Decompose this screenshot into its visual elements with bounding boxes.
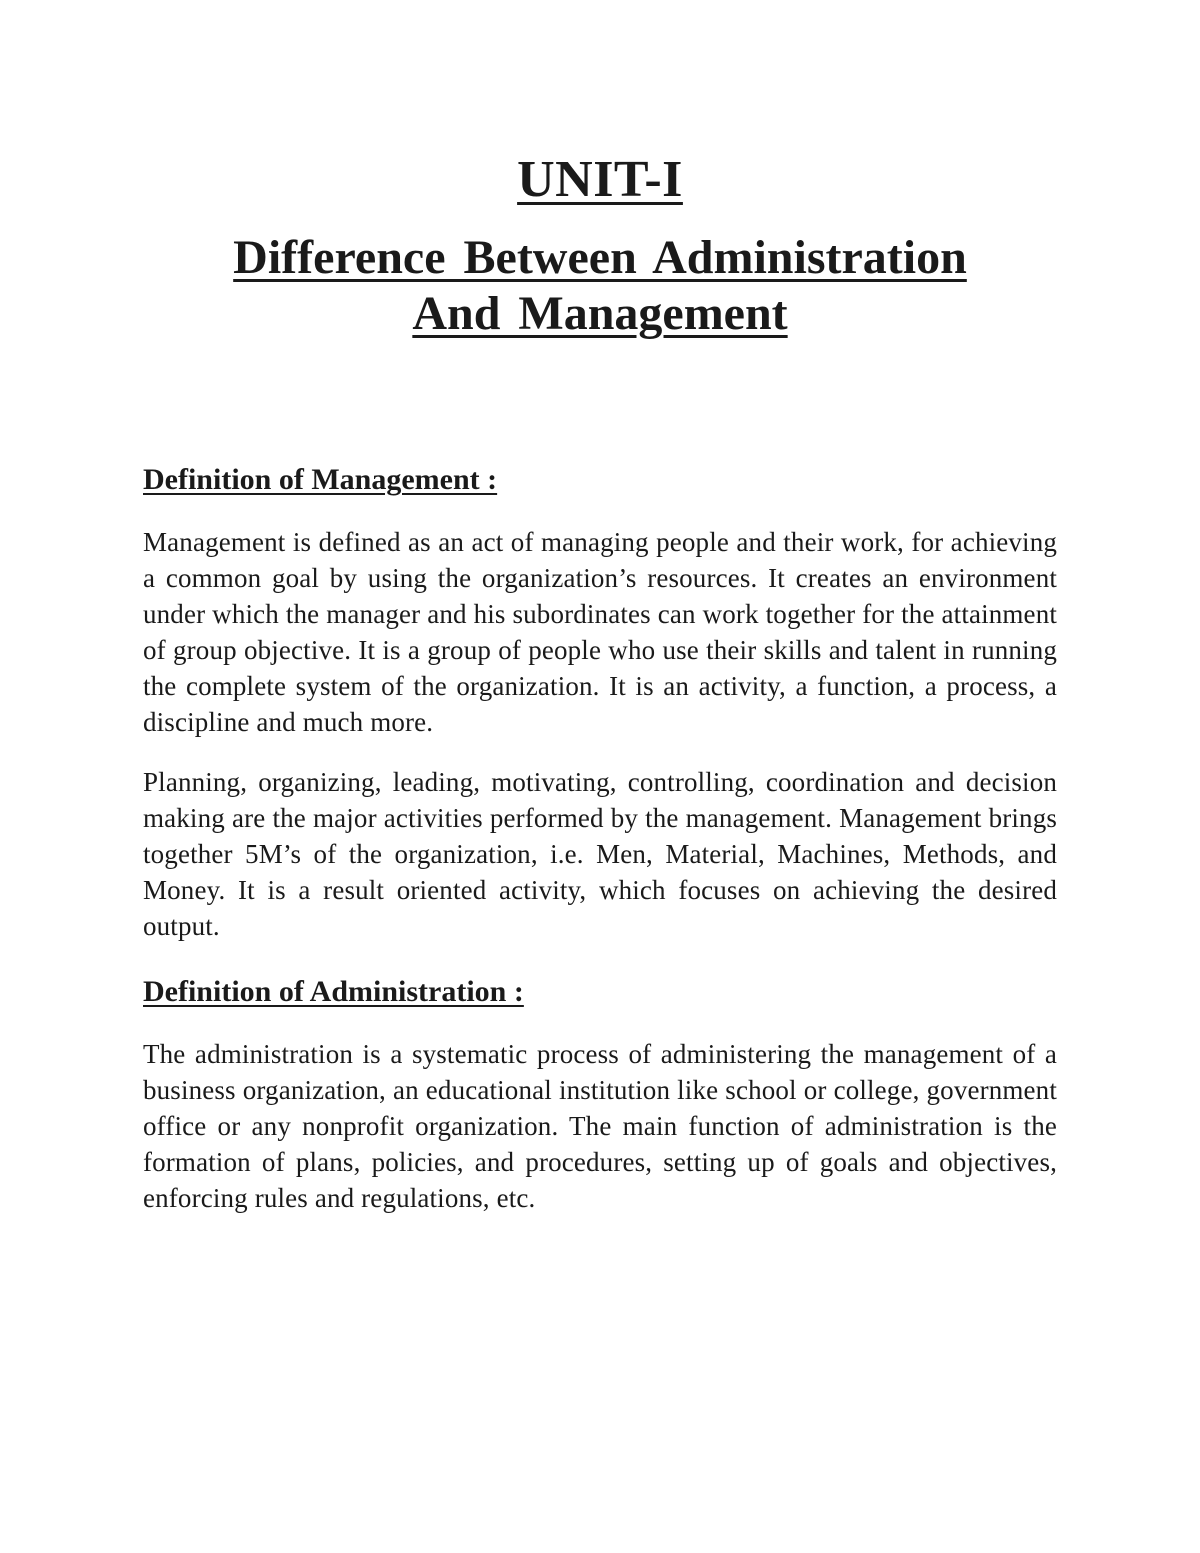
section-heading-administration: Definition of Administration : bbox=[143, 975, 524, 1008]
management-paragraph-1: Management is defined as an act of managing people and their work, for achieving a common goal by using the organization’s resources. It creates an environment under which the manager and his subordinates can work together for the attainment of group objective. It is a group of people who use their skills and talent in running the complete system of the organization. It is an activity, a function, a process, a discipline and much more. bbox=[143, 527, 1057, 737]
administration-paragraph-1: The administration is a systematic process of administering the management of a business organization, an educational institution like school or college, government office or any nonprofit organization. The main function of administration is the formation of plans, policies, and procedures, setting up of goals and objectives, enforcing rules and regulations, etc. bbox=[143, 1039, 1057, 1213]
management-paragraph-2: Planning, organizing, leading, motivating, controlling, coordination and decision making are the major activities performed by the management. Management brings together 5M’s of the organization, i.e. Men, Material, Machines, Methods, and Money. It is a result oriented activity, which focuses on achieving the desired output. bbox=[143, 767, 1057, 941]
main-title-line-1: Difference Between Administration bbox=[233, 231, 967, 284]
document-page bbox=[143, 150, 1057, 1216]
main-title bbox=[143, 230, 1057, 342]
unit-title: UNIT-I bbox=[517, 151, 683, 208]
main-title-line-2: And Management bbox=[412, 287, 788, 340]
section-heading-management: Definition of Management : bbox=[143, 463, 498, 496]
